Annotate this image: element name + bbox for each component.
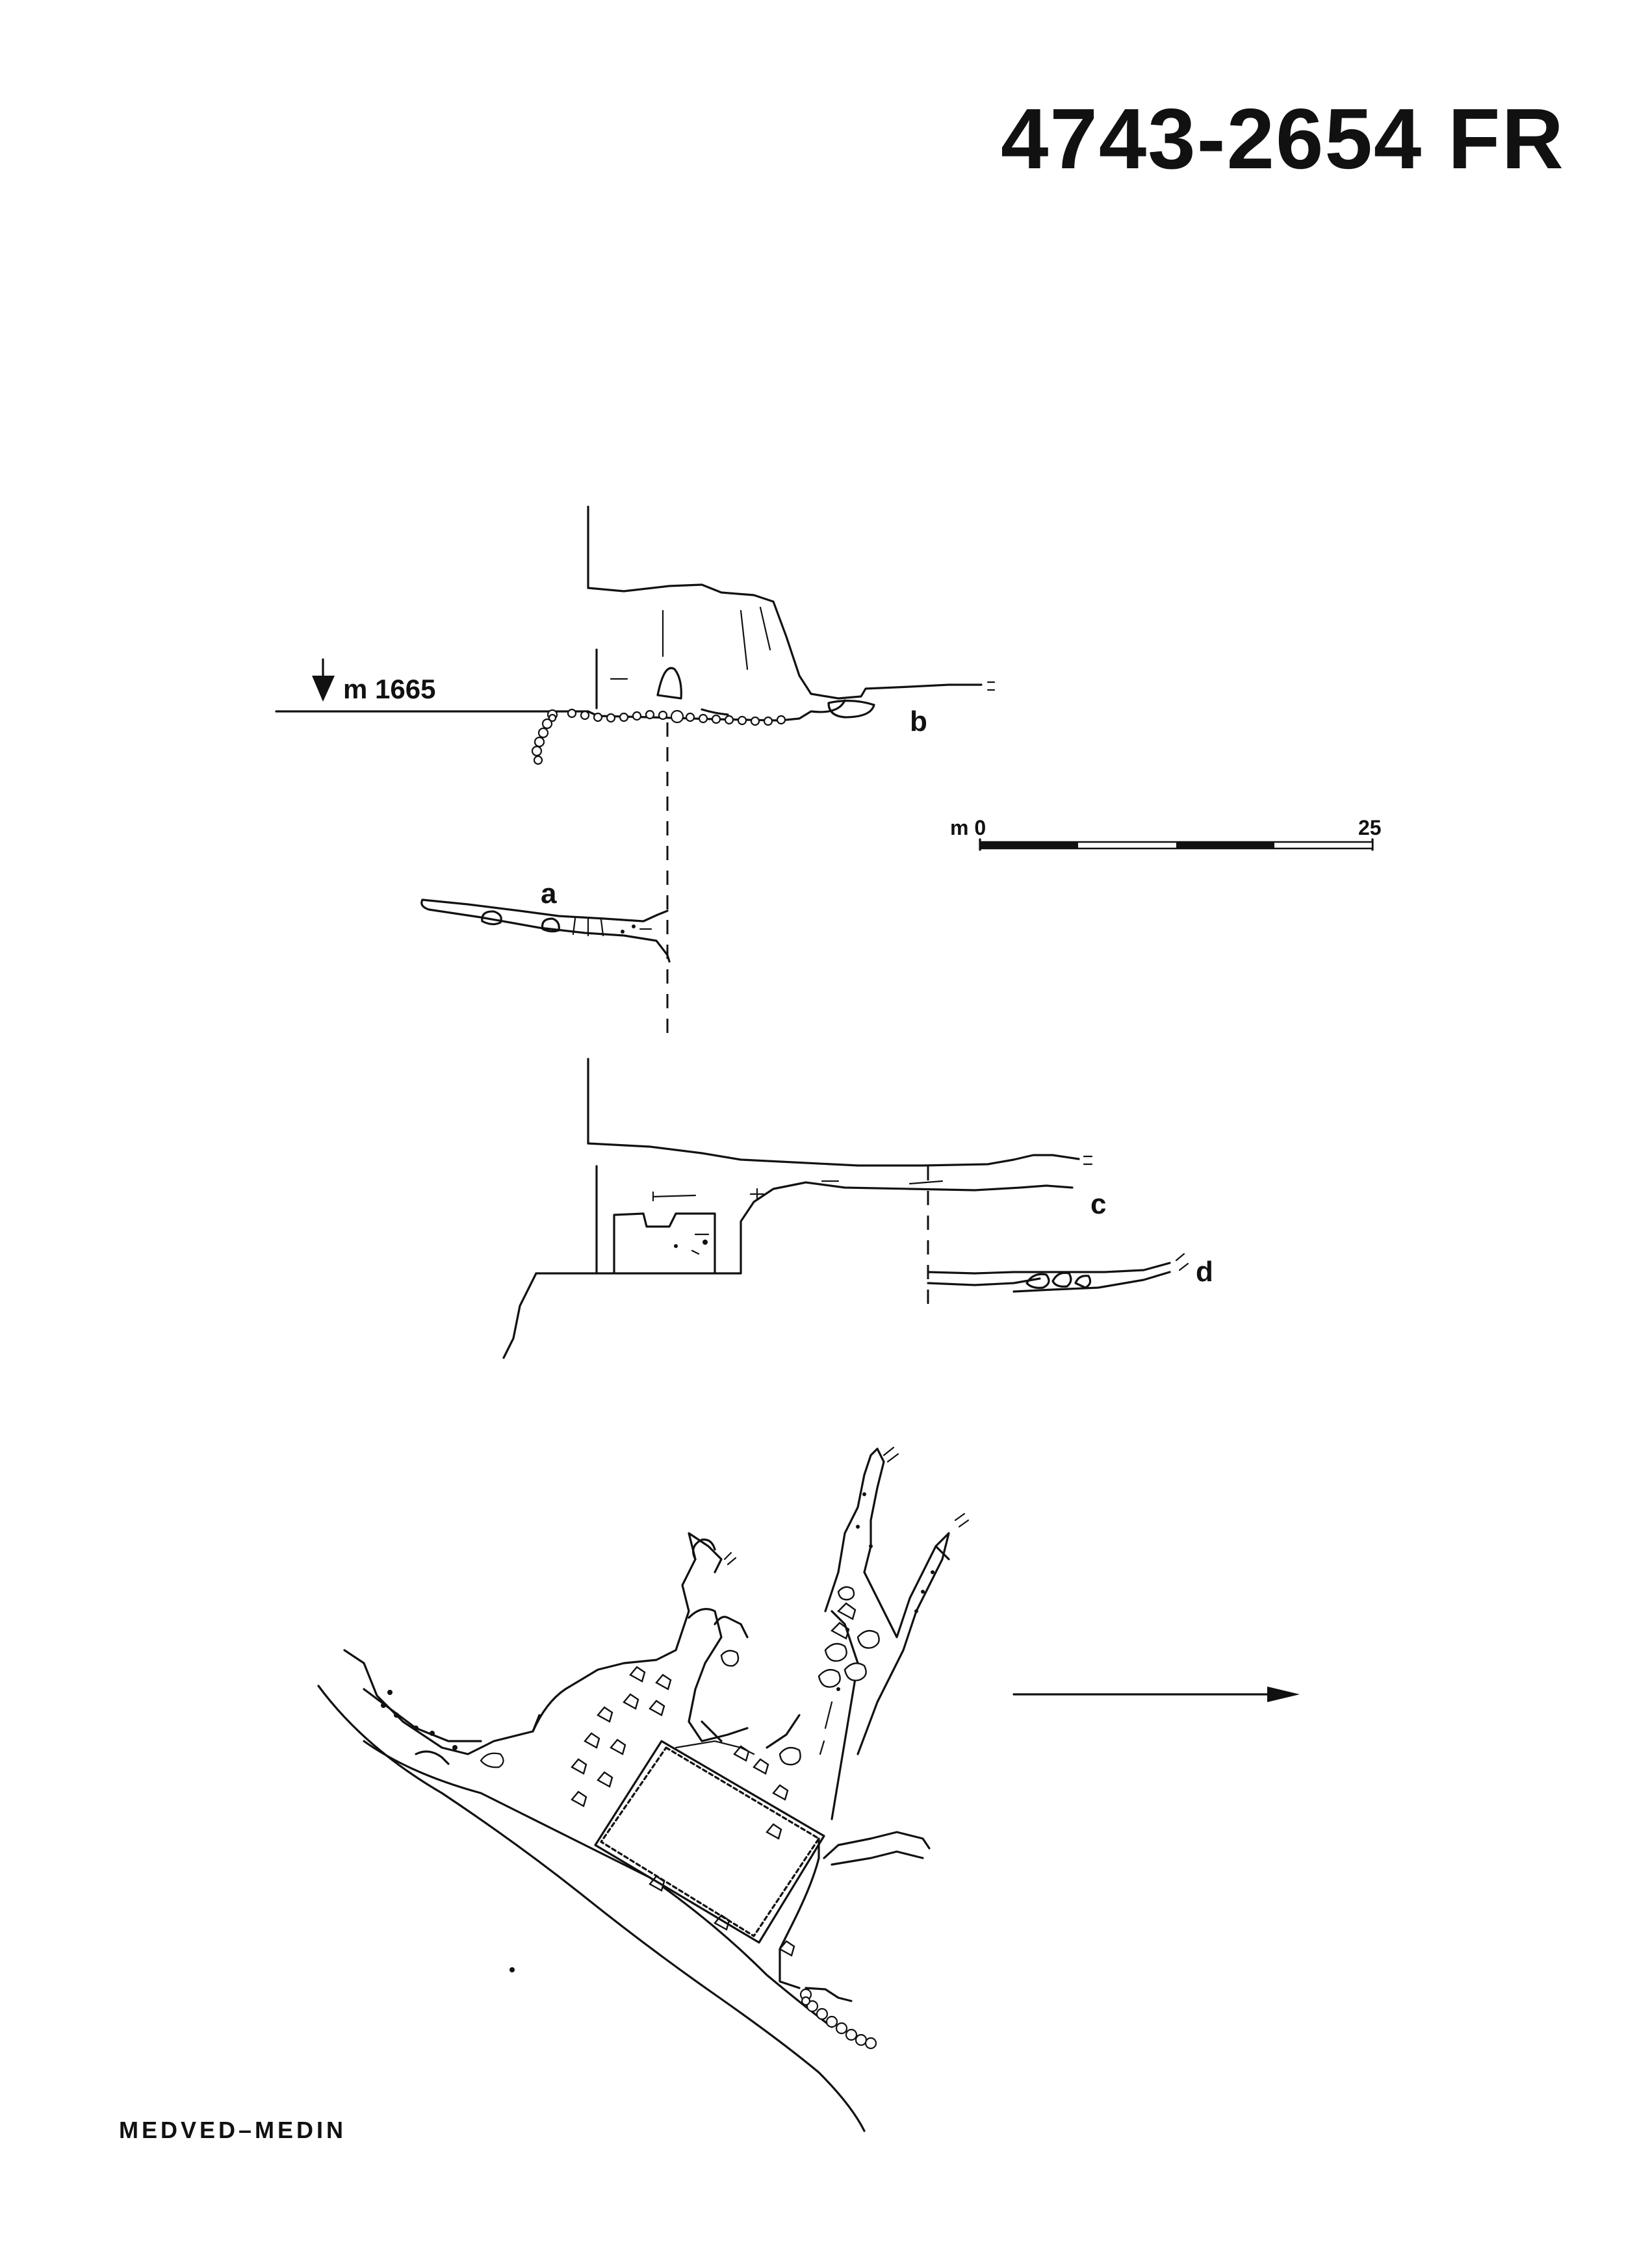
scale-start-label: m 0 [950,816,986,839]
label-c: c [1090,1188,1107,1220]
elevation-marker [312,659,435,704]
profile-section-d [928,1254,1213,1292]
document-code: 4743-2654 FR [1001,91,1565,186]
profile-section-b [276,507,994,1039]
label-a: a [541,878,557,910]
elevation-label: m 1665 [343,674,436,704]
elevation-arrow-icon [312,676,335,702]
label-b: b [910,706,927,737]
scale-seg-3 [1176,842,1274,848]
plan-boulders [572,1603,855,1956]
scale-bar [950,816,1382,850]
label-d: d [1196,1256,1213,1288]
author-credit: MEDVED–MEDIN [119,2117,347,2143]
profile-section-c [504,1059,1106,1358]
scale-end-label: 25 [1358,816,1382,839]
plan-direction-arrow-icon [1014,1687,1300,1702]
profile-section-a [422,878,669,962]
scale-seg-1 [980,842,1078,848]
plan-view [318,1447,968,2131]
